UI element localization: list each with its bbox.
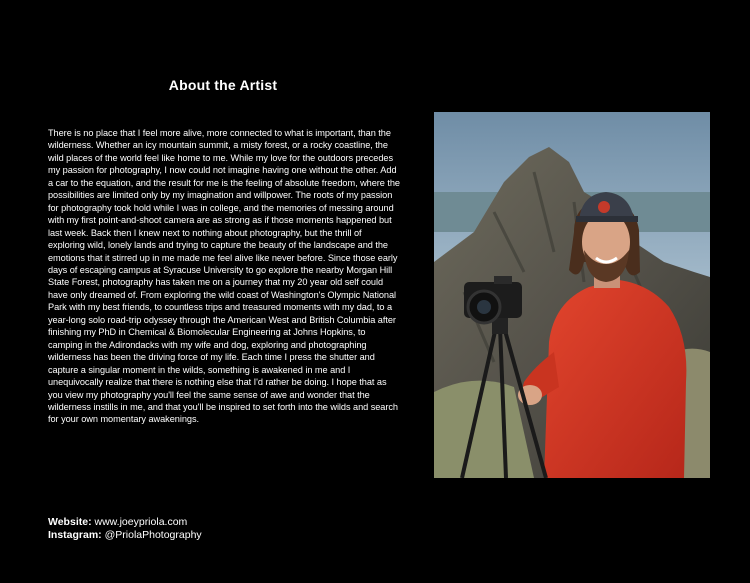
contact-info	[48, 516, 408, 542]
instagram-handle[interactable]: @PriolaPhotography	[104, 529, 202, 541]
artist-portrait-illustration	[434, 112, 710, 478]
instagram-label: Instagram:	[48, 529, 102, 541]
red-jacket	[544, 280, 686, 478]
website-label: Website:	[48, 516, 92, 528]
website-link[interactable]: www.joeypriola.com	[94, 516, 188, 528]
artist-photo	[434, 112, 710, 478]
page-title: About the Artist	[168, 77, 278, 93]
instagram-line	[48, 529, 408, 542]
website-line	[48, 516, 408, 529]
artist-bio: There is no place that I feel more alive, more connected to what is important, than the wilderness. Whether an icy mountain summit, a misty forest, or a rocky coastline, the wild places of the world feel like home to me. While my love for the outdoors precedes my passion for photography, I now could not imagine having one without the other. Add a car to the equation, and the result for me is the feeling of absolute freedom, where the possibilities are limited only by my imagination and willpower. The roots of my passion for photography took hold while I was in college, and the memories of messing around with my first point-and-shoot camera are as strong as if those moments happened but last week. Back then I knew next to nothing about photography, but the thrill of exploring wild, lonely lands and trying to capture the beauty of the landscape and the emotions that it stirred up in me made me feel alive like never before. Since those early days of escaping campus at Syracuse University to go explore the nearby Morgan Hill State Forest, photography has taken me on a journey that my 20 year old self could have only dreamed of. From exploring the wild coast of Washington's Olympic National Park with my best friends, to countless trips and treasured moments with my dad, to a year-long solo road-trip odyssey through the American West and British Columbia after finishing my PhD in Chemical & Biomolecular Engineering at Johns Hopkins, to camping in the Adirondacks with my wife and dog, exploring and photographing wilderness has been the driving force of my life. Each time I press the shutter and capture a singular moment in the wilds, something is awakened in me and I unequivocally realize that there is nothing else that I'd rather be doing. I hope that as you view my photography you'll feel the same sense of awe and wonder that the wilderness instills in me, and that you'll be inspired to set forth into the wilds and search for your own momentary awakenings.	[48, 128, 400, 425]
